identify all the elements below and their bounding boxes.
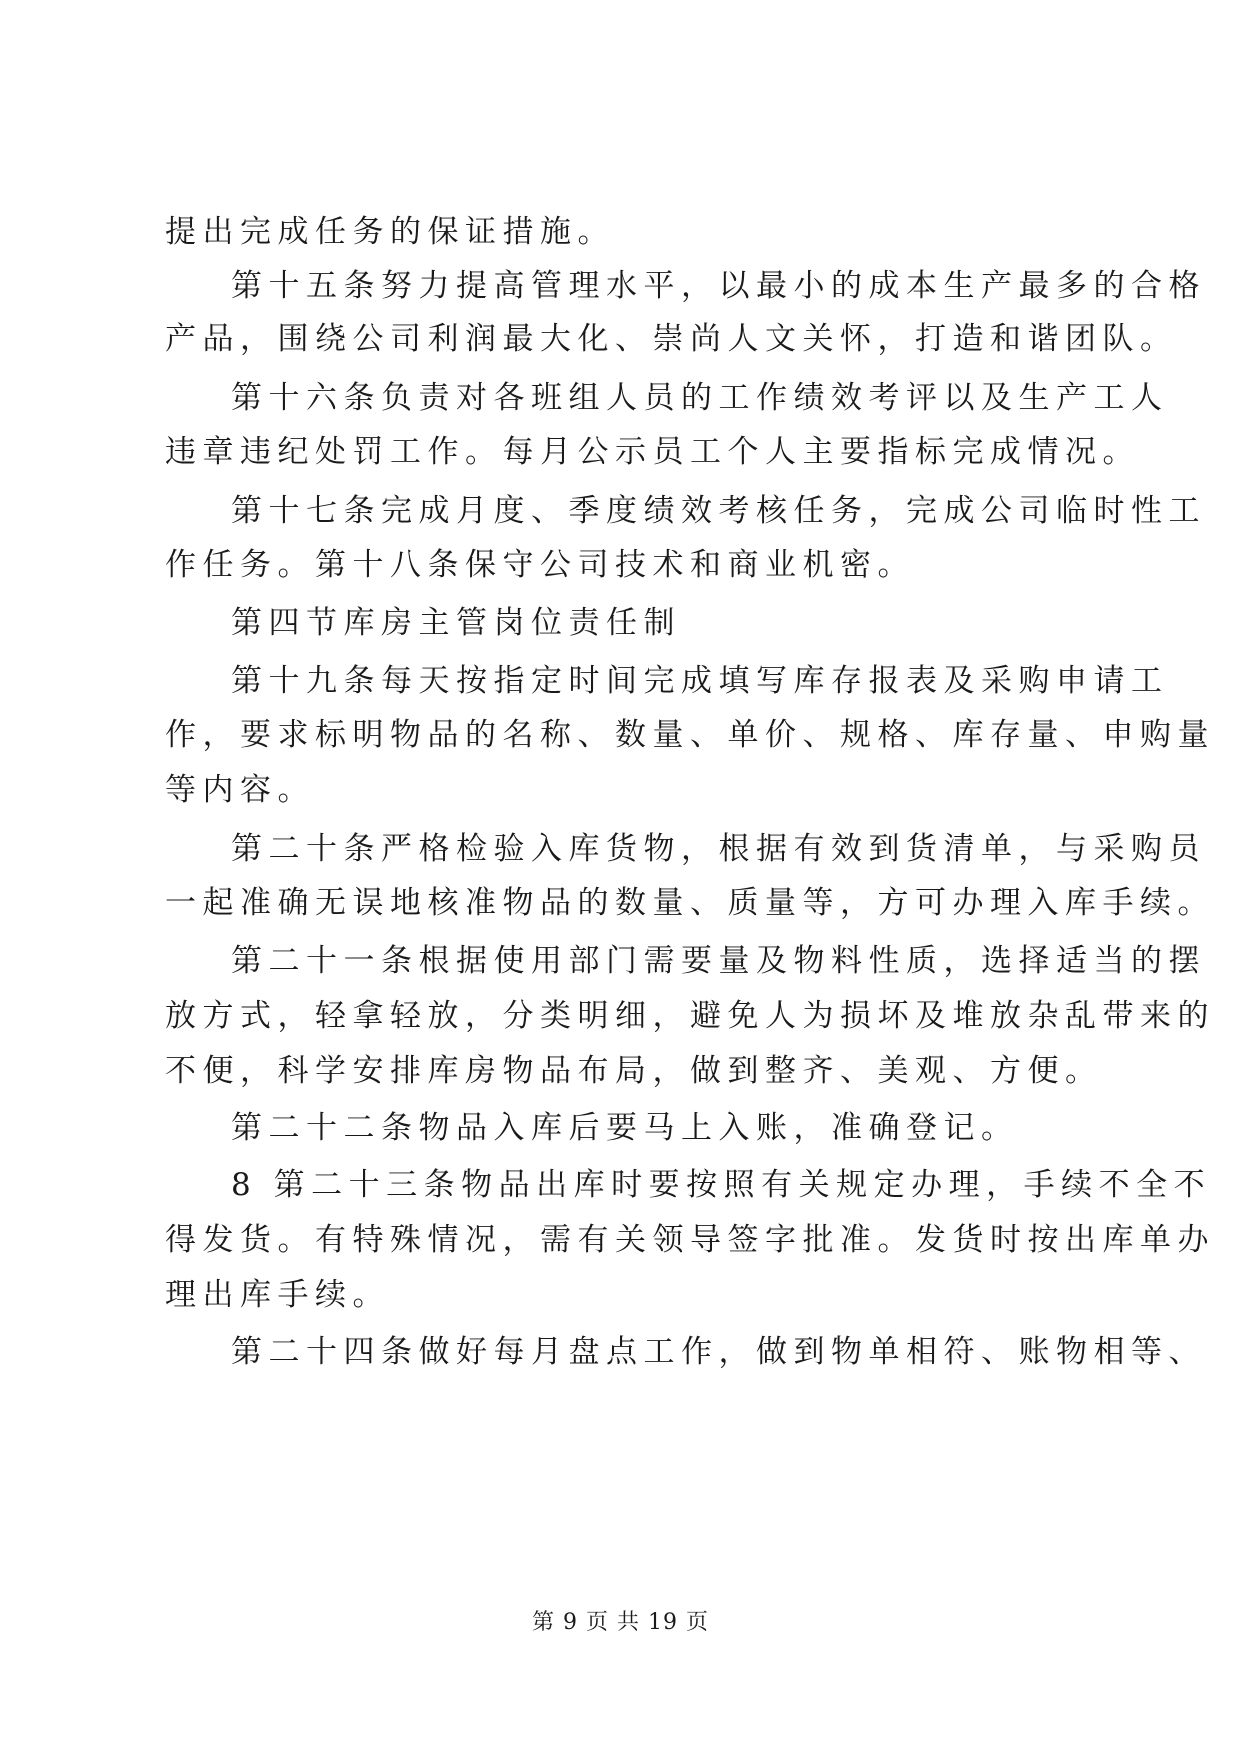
text-line: 一起准确无误地核准物品的数量、质量等，方可办理入库手续。 [165,885,1215,921]
text-line: 第二十一条根据使用部门需要量及物料性质，选择适当的摆 [231,943,1206,979]
text-line: 不便，科学安排库房物品布局，做到整齐、美观、方便。 [165,1053,1103,1089]
text-line: 第二十条严格检验入库货物，根据有效到货清单，与采购员 [231,831,1206,867]
text-line: 作，要求标明物品的名称、数量、单价、规格、库存量、申购量 [165,717,1215,753]
text-line: 放方式，轻拿轻放，分类明细，避免人为损坏及堆放杂乱带来的 [165,998,1215,1034]
text-line: 理出库手续。 [165,1277,390,1313]
text-line: 第二十二条物品入库后要马上入账，准确登记。 [231,1110,1019,1146]
text-line: 产品，围绕公司利润最大化、崇尚人文关怀，打造和谐团队。 [165,321,1178,357]
text-line: 第十五条努力提高管理水平，以最小的成本生产最多的合格 [231,268,1206,304]
text-line: 第十六条负责对各班组人员的工作绩效考评以及生产工人 [231,380,1169,416]
section-heading: 第四节库房主管岗位责任制 [231,605,681,641]
page-number-footer: 第 9 页 共 19 页 [532,1610,709,1635]
text-line: 违章违纪处罚工作。每月公示员工个人主要指标完成情况。 [165,434,1140,470]
text-line: 第二十四条做好每月盘点工作，做到物单相符、账物相等、 [231,1334,1206,1370]
text-line: 8 第二十三条物品出库时要按照有关规定办理，手续不全不 [231,1167,1212,1203]
text-line: 作任务。第十八条保守公司技术和商业机密。 [165,547,915,583]
text-line: 第十七条完成月度、季度绩效考核任务，完成公司临时性工 [231,493,1206,529]
text-line: 第十九条每天按指定时间完成填写库存报表及采购申请工 [231,663,1169,699]
text-line: 得发货。有特殊情况，需有关领导签字批准。发货时按出库单办 [165,1222,1215,1258]
text-line: 等内容。 [165,772,315,808]
text-line: 提出完成任务的保证措施。 [165,214,615,250]
